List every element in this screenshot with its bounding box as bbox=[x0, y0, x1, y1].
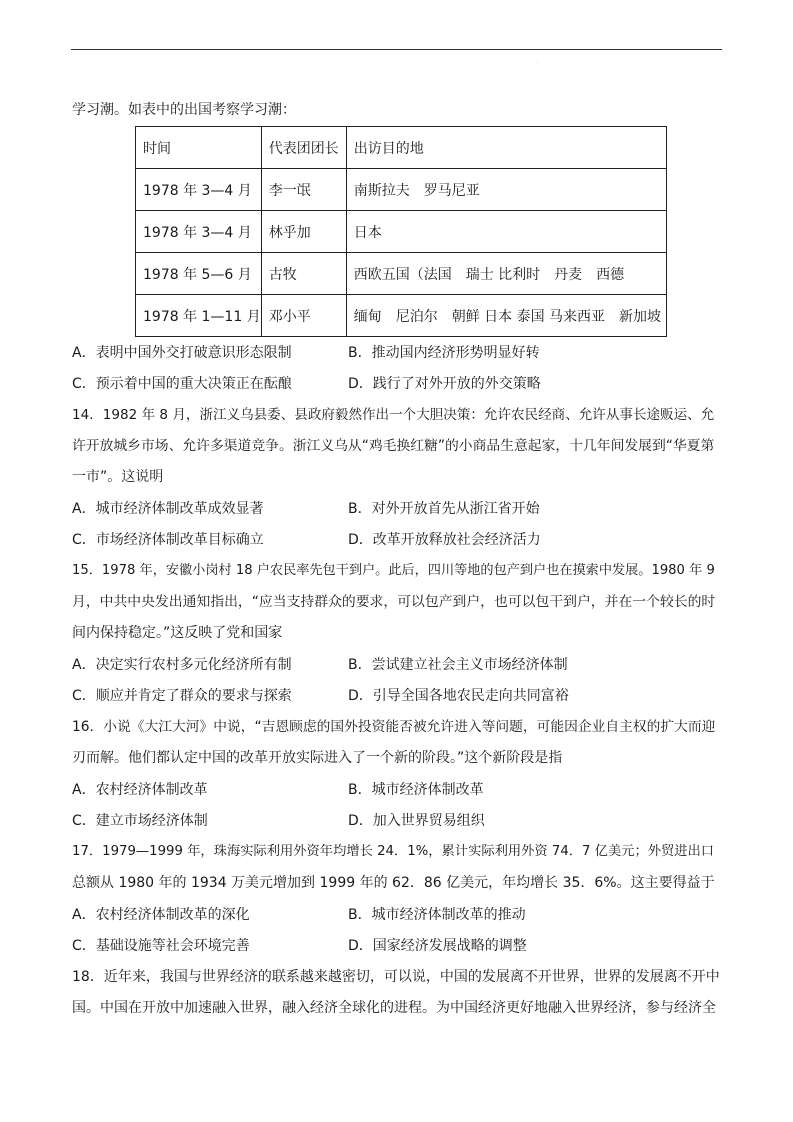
q15-option-c: C．顺应并肯定了群众的要求与探索 bbox=[72, 688, 292, 704]
q15-stem-line: 间内保持稳定。”这反映了党和国家 bbox=[72, 625, 283, 641]
table-cell: 日本 bbox=[346, 211, 666, 253]
table-header-cell: 出访目的地 bbox=[346, 127, 666, 169]
q16-option-c: C．建立市场经济体制 bbox=[72, 813, 208, 829]
table-row bbox=[136, 211, 667, 253]
table-cell: 1978 年 3—4 月 bbox=[136, 211, 262, 253]
table-cell: 1978 年 1—11 月 bbox=[136, 295, 262, 337]
q14-stem-line: 许开放城乡市场、允许多渠道竞争。浙江义乌从“鸡毛换红糖”的小商品生意起家，十几年间发展到“华夏第 bbox=[72, 438, 715, 454]
q18-stem-line: 国。中国在开放中加速融入世界，融入经济全球化的进程。为中国经济更好地融入世界经济，参与经济全 bbox=[72, 1000, 716, 1016]
q14-stem-line: 一市”。这说明 bbox=[72, 469, 164, 485]
q16-stem-line: 16．小说《大江大河》中说，“吉恩顾虑的国外投资能否被允许进入等问题，可能因企业自主权的扩大而迎 bbox=[72, 719, 716, 735]
q16-stem-line: 刃而解。他们都认定中国的改革开放实际进入了一个新的阶段。”这个新阶段是指 bbox=[72, 750, 563, 766]
table-cell: 缅甸 尼泊尔 朝鲜 日本 泰国 马来西亚 新加坡 bbox=[346, 295, 666, 337]
q17-stem-line: 总额从 1980 年的 1934 万美元增加到 1999 年的 62．86 亿美元，年均增长 35．6%。这主要得益于 bbox=[72, 875, 715, 891]
table-header-cell: 代表团团长 bbox=[261, 127, 346, 169]
table-cell: 林乎加 bbox=[261, 211, 346, 253]
q18-stem-line: 18．近年来，我国与世界经济的联系越来越密切，可以说，中国的发展离不开世界，世界的发展离不开中 bbox=[72, 969, 720, 985]
q15-stem-line: 月，中共中央发出通知指出，“应当支持群众的要求，可以包产到户，也可以包干到户，并在一个较长的时 bbox=[72, 594, 716, 610]
table-header-row bbox=[136, 127, 667, 169]
q13-option-b: B．推动国内经济形势明显好转 bbox=[348, 345, 540, 361]
q17-option-b: B．城市经济体制改革的推动 bbox=[348, 907, 526, 923]
header-mark: . bbox=[537, 58, 539, 65]
q13-option-a: A．表明中国外交打破意识形态限制 bbox=[72, 345, 292, 361]
q16-option-d: D．加入世界贸易组织 bbox=[348, 813, 485, 829]
q16-option-a: A．农村经济体制改革 bbox=[72, 782, 208, 798]
q15-option-a: A．决定实行农村多元化经济所有制 bbox=[72, 657, 292, 673]
q17-option-a: A．农村经济体制改革的深化 bbox=[72, 907, 250, 923]
table-cell: 1978 年 5—6 月 bbox=[136, 253, 262, 295]
q14-option-c: C．市场经济体制改革目标确立 bbox=[72, 532, 264, 548]
intro-text: 学习潮。如表中的出国考察学习潮： bbox=[72, 102, 296, 118]
q14-stem-line: 14．1982 年 8 月，浙江义乌县委、县政府毅然作出一个大胆决策：允许农民经商、允许从事长途贩运、允 bbox=[72, 407, 715, 423]
table-cell: 西欧五国（法国 瑞士 比利时 丹麦 西德 bbox=[346, 253, 666, 295]
header-rule bbox=[71, 49, 722, 50]
q14-option-a: A．城市经济体制改革成效显著 bbox=[72, 501, 264, 517]
q13-option-d: D．践行了对外开放的外交策略 bbox=[348, 376, 541, 392]
q15-stem-line: 15．1978 年，安徽小岗村 18 户农民率先包干到户。此后，四川等地的包产到户也在摸索中发展。1980 年 9 bbox=[72, 563, 715, 578]
q17-option-c: C．基础设施等社会环境完善 bbox=[72, 938, 250, 954]
table-row bbox=[136, 253, 667, 295]
table-header-cell: 时间 bbox=[136, 127, 262, 169]
q14-option-b: B．对外开放首先从浙江省开始 bbox=[348, 501, 540, 517]
q15-option-b: B．尝试建立社会主义市场经济体制 bbox=[348, 657, 568, 673]
table-cell: 南斯拉夫 罗马尼亚 bbox=[346, 169, 666, 211]
q14-option-d: D．改革开放释放社会经济活力 bbox=[348, 532, 541, 548]
q17-stem-line: 17．1979—1999 年，珠海实际利用外资年均增长 24．1%，累计实际利用外资 74．7 亿美元；外贸进出口 bbox=[72, 844, 715, 859]
table-cell: 李一氓 bbox=[261, 169, 346, 211]
table-cell: 1978 年 3—4 月 bbox=[136, 169, 262, 211]
q15-option-d: D．引导全国各地农民走向共同富裕 bbox=[348, 688, 569, 704]
table-row bbox=[136, 169, 667, 211]
q17-option-d: D．国家经济发展战略的调整 bbox=[348, 938, 527, 954]
table-cell: 邓小平 bbox=[261, 295, 346, 337]
table-row bbox=[136, 295, 667, 337]
visit-table bbox=[135, 126, 667, 337]
q13-option-c: C．预示着中国的重大决策正在酝酿 bbox=[72, 376, 292, 392]
q16-option-b: B．城市经济体制改革 bbox=[348, 782, 484, 798]
table-cell: 古牧 bbox=[261, 253, 346, 295]
